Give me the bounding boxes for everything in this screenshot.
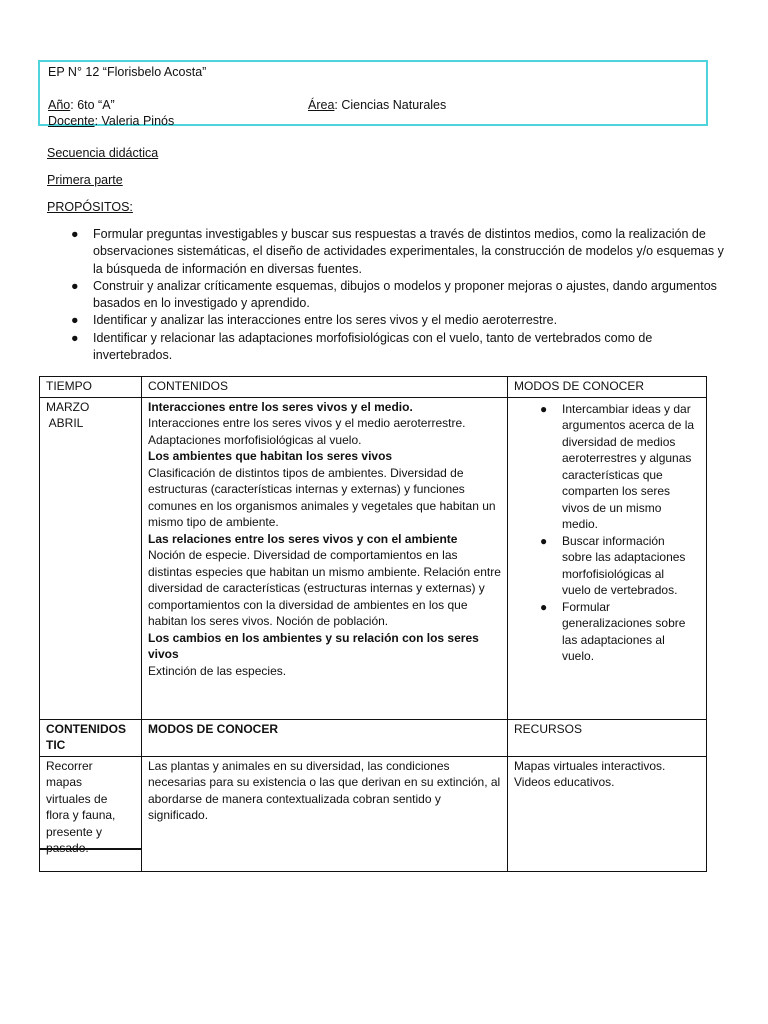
header-cell-modes-2: MODOS DE CONOCER (142, 719, 508, 756)
purpose-text: Formular preguntas investigables y buscar sus respuestas a través de distintos medios, como la realización de observaciones sistemáticas, el diseño de actividades experimentales, la construcción de modelos y/o esquemas y la búsqueda de información en diversas fuentes. (93, 227, 724, 276)
contents-text: Clasificación de distintos tipos de ambientes. Diversidad de estructuras (características internas y externas) y funciones comunes en los organismos animales y vegetales que habitan un mismo tipo de ambiente. (148, 465, 496, 529)
header-cell-resources: RECURSOS (508, 719, 707, 756)
cell-bottom-rule (39, 848, 141, 850)
teacher-label: Docente (48, 114, 95, 128)
resources-cell (508, 756, 707, 871)
table-row (40, 397, 707, 719)
modes-cell (508, 397, 707, 719)
month-april: ABRIL (46, 416, 84, 430)
list-item (514, 533, 700, 599)
bullet-icon: ● (71, 278, 79, 293)
contents-heading: Interacciones entre los seres vivos y el medio. (148, 399, 413, 414)
contents-heading: Los cambios en los ambientes y su relación con los seres vivos (148, 630, 479, 661)
bullet-icon: ● (540, 533, 548, 548)
header-box (38, 60, 708, 126)
bullet-icon: ● (71, 330, 79, 345)
grade-line (48, 97, 115, 113)
contents-text: Noción de especie. Diversidad de comportamientos en las distintas especies que habitan un mismo ambiente. Relación entre diversidad de características (estructuras internas y externas) y comportamientos con la diversidad de ambientes en los que habitan los seres vivos. Noción de población. (148, 548, 501, 628)
list-item (47, 330, 727, 365)
part-title: Primera parte (47, 173, 123, 187)
bullet-icon: ● (540, 401, 548, 416)
list-item (47, 226, 727, 278)
area-value: : Ciencias Naturales (334, 98, 447, 112)
time-cell (40, 397, 142, 719)
table-row (40, 377, 707, 398)
contents-text: Extinción de las especies. (148, 663, 287, 678)
resource-item: Mapas virtuales interactivos. (514, 758, 666, 773)
purposes-title: PROPÓSITOS: (47, 200, 133, 214)
table-row (40, 719, 707, 756)
header-cell-modes: MODOS DE CONOCER (508, 377, 707, 398)
header-cell-time: TIEMPO (40, 377, 142, 398)
purpose-text: Construir y analizar críticamente esquemas, dibujos o modelos y proponer mejoras o ajustes, dando argumentos basados en lo investigado y aprendido. (93, 278, 717, 311)
header-cell-contents: CONTENIDOS (142, 377, 508, 398)
purpose-text: Identificar y relacionar las adaptaciones morfofisiológicas con el vuelo, tanto de vertebrados como de invertebrados. (93, 330, 653, 363)
modes2-cell: Las plantas y animales en su diversidad, las condiciones necesarias para su existencia o las que derivan en su extinción, al abordarse de manera contextualizada cobran sentido y significado. (142, 756, 508, 871)
modes-list (514, 401, 700, 665)
mode-text: Intercambiar ideas y dar argumentos acerca de la diversidad de medios aeroterrestres y algunas características que comparten los seres vivos de un mismo medio. (562, 401, 695, 531)
mode-text: Buscar información sobre las adaptaciones morfofisiológicas al vuelo de vertebrados. (562, 533, 686, 597)
area-label: Área (308, 98, 335, 112)
purposes-list (47, 226, 727, 364)
grade-value: : 6to “A” (70, 98, 115, 112)
tic-cell: Recorrer mapas virtuales de flora y fauna, presente y (40, 756, 142, 871)
grade-label: Año (48, 98, 71, 112)
teacher-value: : Valeria Pinós (94, 114, 175, 128)
table-row (40, 756, 707, 871)
mode-text: Formular generalizaciones sobre las adaptaciones al vuelo. (562, 599, 686, 663)
sequence-title: Secuencia didáctica (47, 146, 159, 160)
list-item (514, 599, 700, 665)
resource-item: Videos educativos. (514, 775, 615, 789)
school-name: EP N° 12 “Florisbelo Acosta” (48, 65, 207, 79)
contents-text: Interacciones entre los seres vivos y el medio aeroterrestre. (148, 416, 466, 430)
header-cell-tic: CONTENIDOS TIC (40, 719, 142, 756)
bullet-icon: ● (71, 227, 79, 241)
teacher-line (48, 113, 174, 129)
planning-table (39, 376, 707, 872)
area-line (308, 97, 446, 113)
bullet-icon: ● (71, 313, 79, 328)
purpose-text: Identificar y analizar las interacciones entre los seres vivos y el medio aeroterrestre. (93, 313, 558, 328)
list-item (47, 278, 727, 313)
list-item (514, 401, 700, 533)
contents-heading: Los ambientes que habitan los seres vivos (148, 449, 393, 463)
contents-cell (142, 397, 508, 719)
contents-text: Adaptaciones morfofisiológicas al vuelo. (148, 432, 362, 447)
list-item (47, 312, 727, 329)
bullet-icon: ● (540, 599, 548, 614)
contents-heading: Las relaciones entre los seres vivos y con el ambiente (148, 531, 458, 546)
month-march: MARZO (46, 399, 90, 414)
